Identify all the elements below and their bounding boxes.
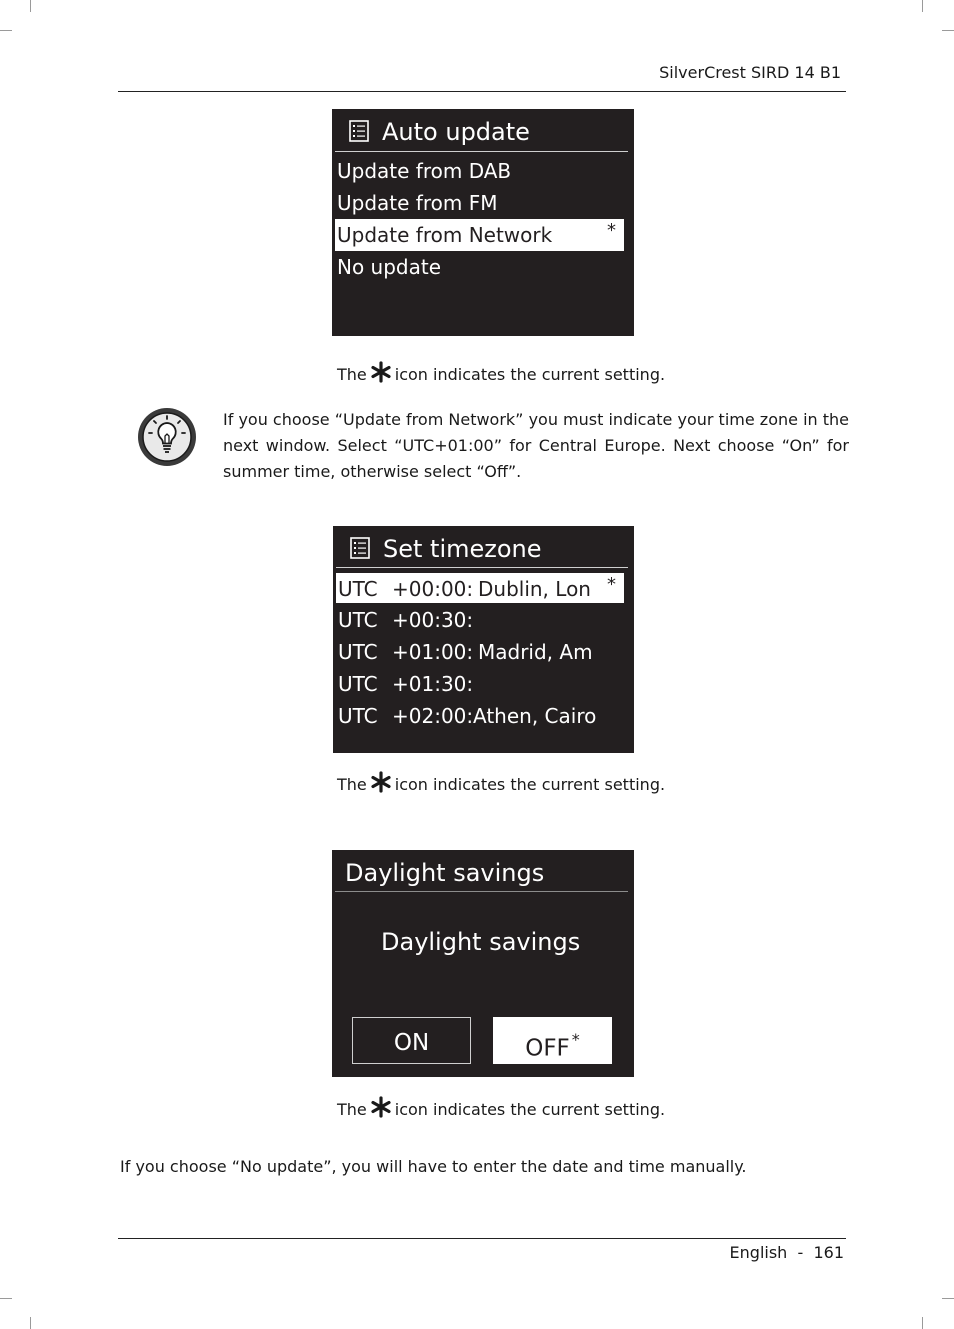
- timezone-item[interactable]: [336, 700, 625, 732]
- crop-mark: [0, 1298, 12, 1299]
- menu-item-label: Update from FM: [337, 191, 498, 215]
- menu-item-update-dab[interactable]: [335, 155, 624, 187]
- timezone-utc: UTC: [338, 704, 378, 728]
- page-footer: [730, 1243, 844, 1262]
- caption-text-after: icon indicates the current setting.: [394, 775, 666, 794]
- crop-mark: [30, 0, 31, 12]
- screen-title-bar: [335, 109, 628, 152]
- timezone-city: Dublin, Lon: [478, 577, 591, 601]
- current-setting-marker: *: [571, 1030, 580, 1049]
- timezone-item[interactable]: [335, 572, 625, 604]
- crop-mark: [30, 1317, 31, 1329]
- timezone-screen: [333, 526, 634, 753]
- page-header-model: SilverCrest SIRD 14 B1: [659, 63, 841, 82]
- closing-paragraph: If you choose “No update”, you will have to enter the date and time manually.: [120, 1157, 747, 1176]
- asterisk-icon: [370, 361, 392, 383]
- caption-text-before: The: [337, 365, 367, 384]
- caption: [337, 361, 665, 384]
- screen-title: Set timezone: [383, 535, 542, 563]
- menu-item-update-fm[interactable]: [335, 187, 624, 219]
- asterisk-icon: [370, 1096, 392, 1118]
- crop-mark: [0, 30, 12, 31]
- crop-mark: [922, 0, 923, 12]
- timezone-utc: UTC: [338, 640, 378, 664]
- timezone-item[interactable]: [336, 668, 625, 700]
- caption: [337, 1096, 665, 1119]
- current-setting-marker: *: [607, 220, 616, 241]
- menu-item-no-update[interactable]: [335, 251, 624, 283]
- timezone-offset: +01:00:: [392, 640, 474, 664]
- list-icon: [350, 537, 370, 559]
- timezone-utc: UTC: [338, 608, 378, 632]
- hint-note: If you choose “Update from Network” you must indicate your time zone in the next window. Select “UTC+01:00” for Central Europe. Next choose “On” for summer time, otherwise select “Off”.: [223, 410, 849, 481]
- screen-title-bar: [336, 526, 628, 568]
- timezone-offset: +00:30:: [392, 608, 474, 632]
- timezone-offset: +00:00:: [392, 577, 474, 601]
- timezone-offset: +02:00:: [392, 704, 474, 728]
- timezone-item[interactable]: [336, 636, 625, 668]
- screen-title: Auto update: [382, 118, 530, 146]
- auto-update-screen: [332, 109, 634, 336]
- screen-title-bar: [335, 850, 628, 892]
- caption-text-before: The: [337, 1100, 367, 1119]
- menu-item-label: No update: [337, 255, 442, 279]
- caption: [337, 771, 665, 794]
- footer-language: English: [729, 1243, 788, 1262]
- asterisk-icon: [370, 771, 392, 793]
- caption-text-after: icon indicates the current setting.: [394, 365, 666, 384]
- footer-rule: [118, 1238, 846, 1239]
- caption-text-before: The: [337, 775, 367, 794]
- screen-title: Daylight savings: [345, 859, 545, 887]
- timezone-utc: UTC: [338, 577, 378, 601]
- menu-item-update-network[interactable]: [335, 219, 624, 251]
- daylight-savings-screen: [332, 850, 634, 1077]
- menu-item-label: Update from DAB: [337, 159, 512, 183]
- timezone-offset: +01:30:: [392, 672, 474, 696]
- footer-separator: -: [797, 1243, 804, 1262]
- off-button-label: OFF: [525, 1035, 570, 1062]
- timezone-item[interactable]: [336, 604, 625, 636]
- crop-mark: [942, 30, 954, 31]
- header-rule: [118, 91, 846, 92]
- caption-text-after: icon indicates the current setting.: [394, 1100, 666, 1119]
- timezone-city: Athen, Cairo: [473, 704, 597, 728]
- timezone-city: Madrid, Am: [478, 640, 593, 664]
- daylight-prompt: Daylight savings: [381, 928, 581, 956]
- crop-mark: [922, 1317, 923, 1329]
- off-button[interactable]: [493, 1017, 612, 1064]
- list-icon: [349, 120, 369, 142]
- timezone-utc: UTC: [338, 672, 378, 696]
- on-button[interactable]: ON: [352, 1017, 471, 1064]
- page-number: 161: [813, 1243, 844, 1262]
- menu-item-label: Update from Network: [337, 223, 553, 247]
- current-setting-marker: *: [607, 574, 616, 595]
- crop-mark: [942, 1298, 954, 1299]
- lightbulb-hint-icon: [136, 406, 198, 468]
